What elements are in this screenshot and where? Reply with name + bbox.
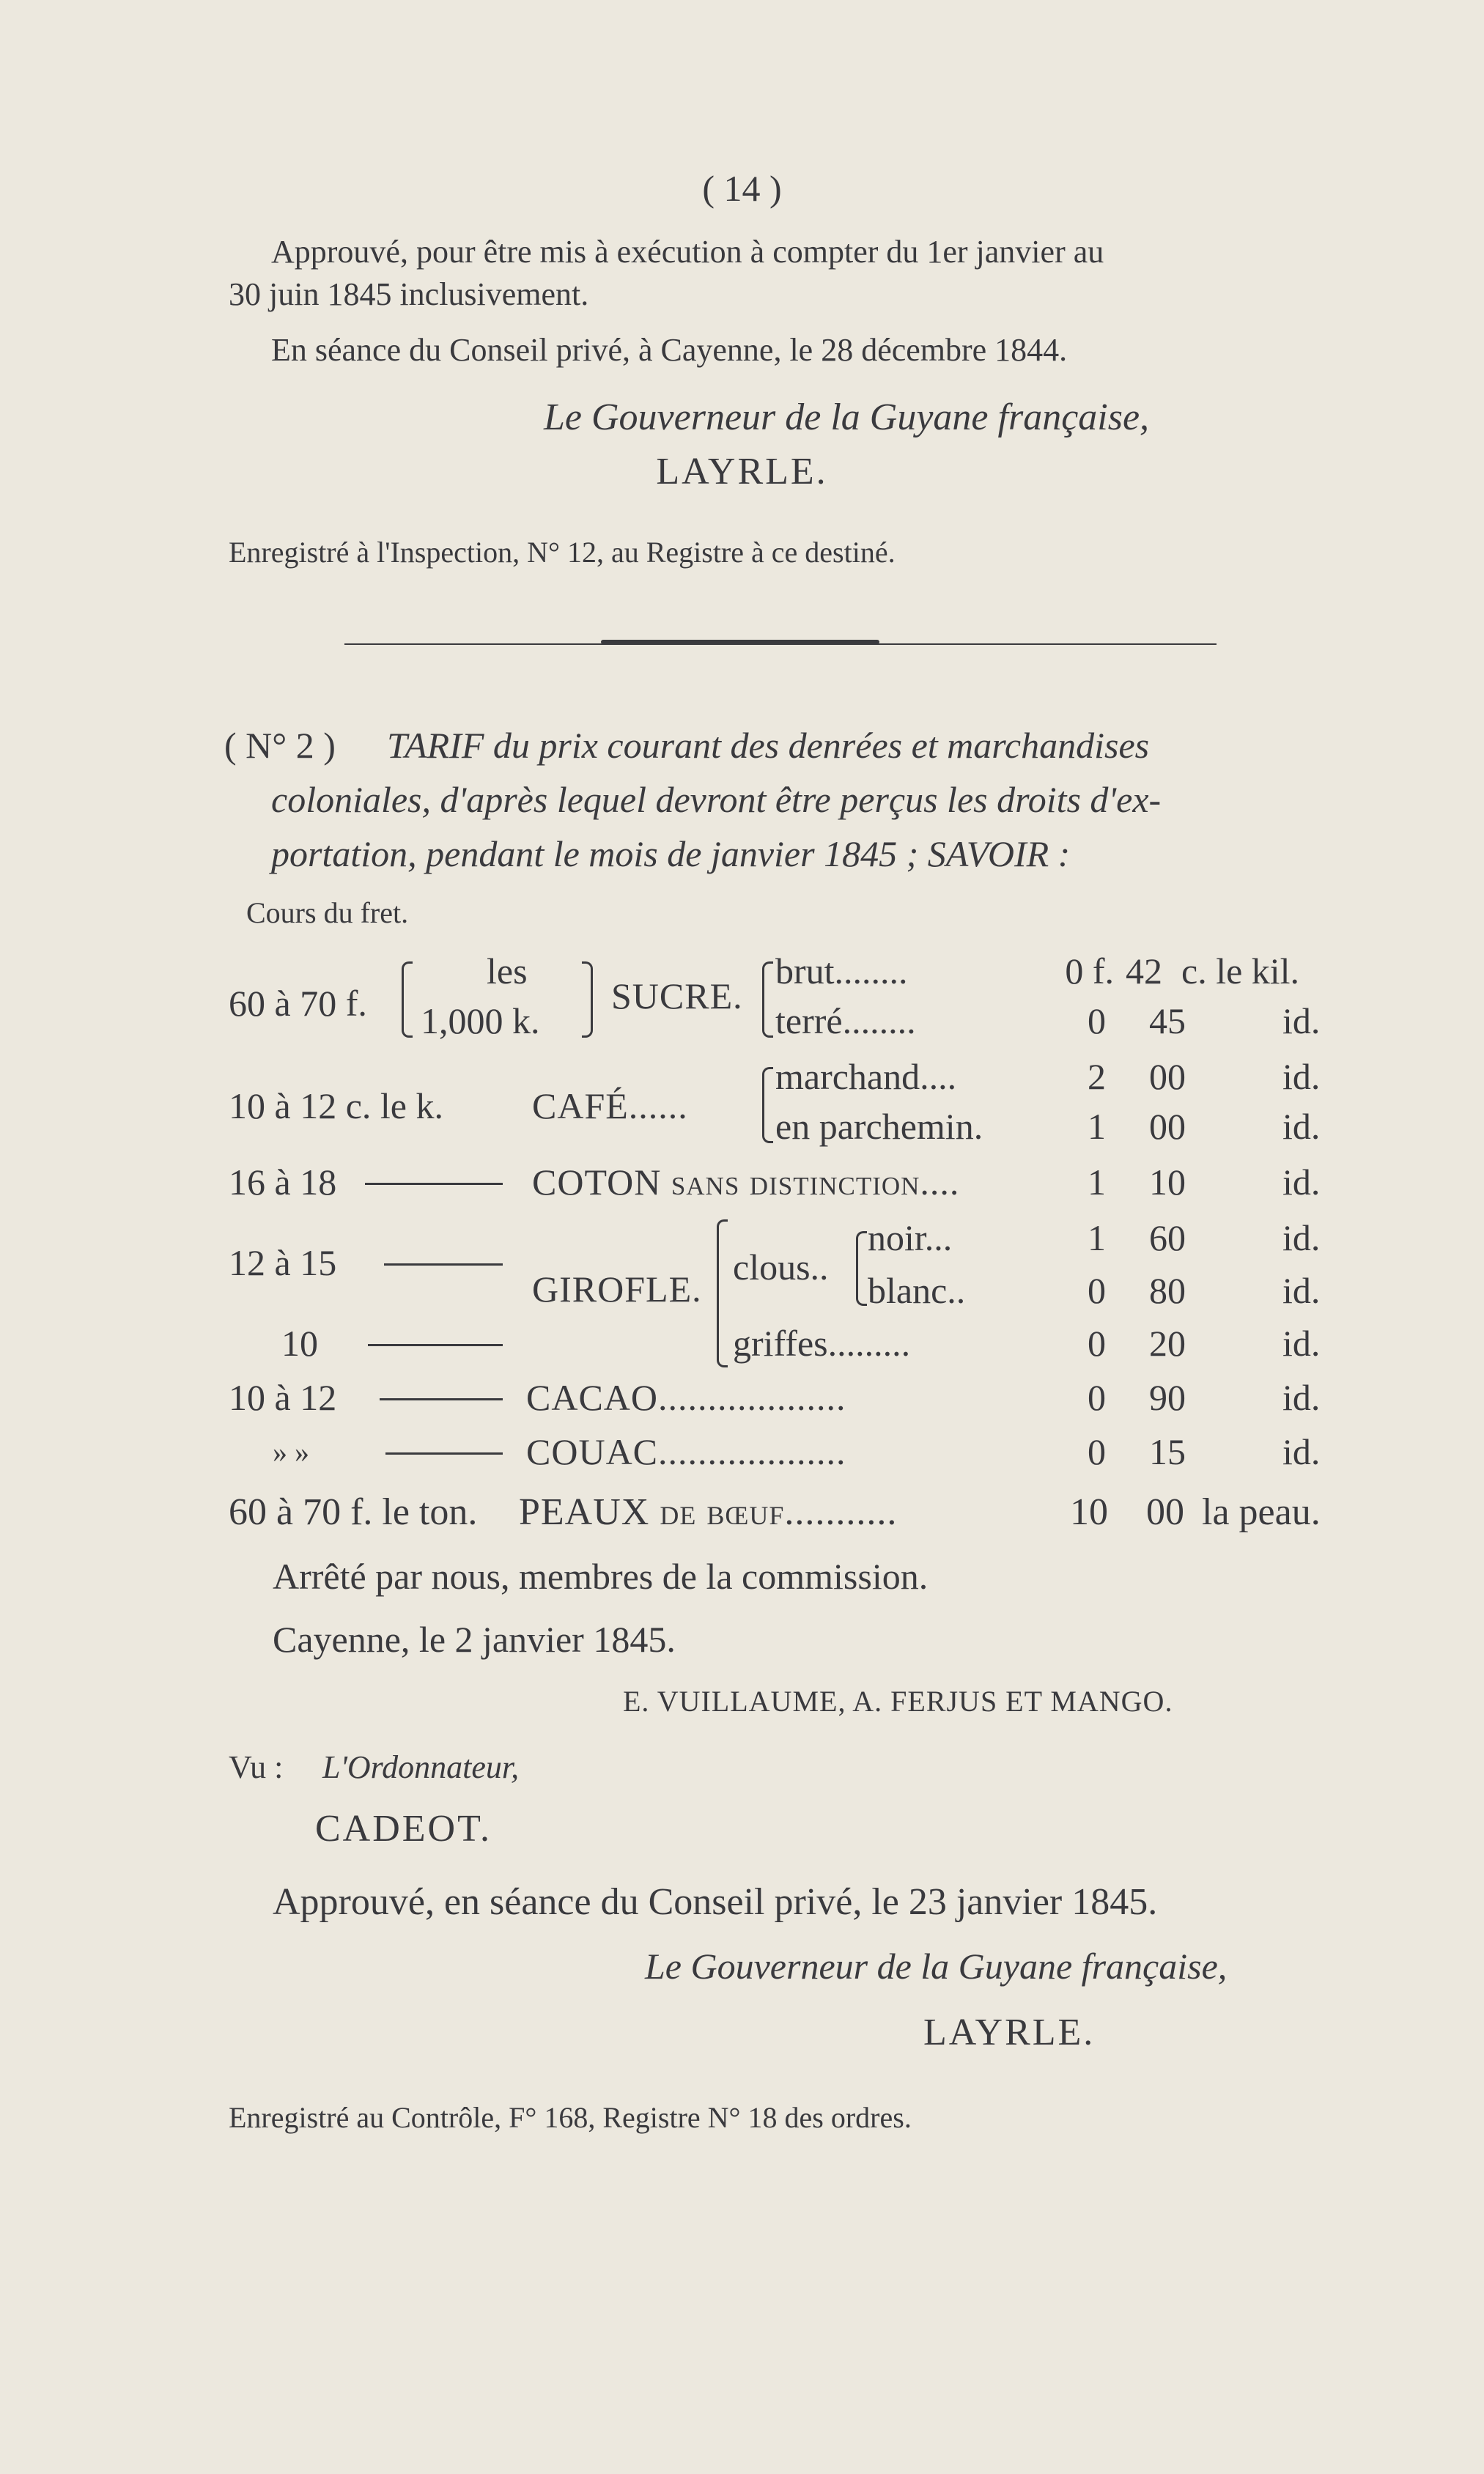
closing-line-2: Cayenne, le 2 janvier 1845. — [273, 1619, 676, 1660]
fret-couac: » » — [273, 1436, 309, 1469]
detail-griffes: griffes......... — [733, 1323, 911, 1364]
product-sucre: SUCRE. — [611, 975, 743, 1016]
price-unit-couac: id. — [1282, 1431, 1321, 1472]
brace-clous — [856, 1231, 867, 1306]
fret-sucre: 60 à 70 f. — [229, 983, 367, 1024]
dash-coton — [365, 1183, 503, 1185]
approval-line-2: 30 juin 1845 inclusivement. — [229, 276, 589, 312]
fret-girofle-griffes: 10 — [281, 1323, 318, 1364]
brace-right-sucre-unit — [582, 961, 593, 1038]
detail-parchemin: en parchemin. — [775, 1106, 983, 1147]
price-fr-marchand: 2 — [1088, 1056, 1106, 1097]
price-c-terre: 45 — [1149, 1000, 1186, 1041]
registration-2: Enregistré au Contrôle, F° 168, Registre N° 18 des ordres. — [229, 2101, 912, 2134]
fret-coton: 16 à 18 — [229, 1162, 337, 1203]
price-fr-brut: 0 f. — [1065, 950, 1114, 992]
price-c-parchemin: 00 — [1149, 1106, 1186, 1147]
price-unit-terre: id. — [1282, 1000, 1321, 1041]
detail-marchand: marchand.... — [775, 1056, 957, 1097]
product-couac: COUAC................... — [526, 1431, 846, 1472]
price-fr-blanc: 0 — [1088, 1270, 1106, 1311]
sub-clous: clous.. — [733, 1247, 829, 1288]
price-fr-peaux: 10 — [1070, 1491, 1108, 1533]
decree-number: ( N° 2 ) — [224, 725, 336, 766]
price-c-griffes: 20 — [1149, 1323, 1186, 1364]
product-peaux: PEAUX de bœuf........... — [519, 1491, 898, 1533]
fret-girofle-clous: 12 à 15 — [229, 1242, 337, 1283]
dash-cacao — [380, 1398, 503, 1400]
fret-cafe: 10 à 12 c. le k. — [229, 1085, 443, 1126]
price-c-marchand: 00 — [1149, 1056, 1186, 1097]
price-c-couac: 15 — [1149, 1431, 1186, 1472]
price-c-brut: 42 — [1126, 950, 1162, 992]
detail-brut: brut........ — [775, 950, 908, 992]
product-cacao: CACAO................... — [526, 1377, 846, 1418]
brace-sucre-detail — [762, 961, 773, 1038]
price-c-cacao: 90 — [1149, 1377, 1186, 1418]
price-fr-griffes: 0 — [1088, 1323, 1106, 1364]
approval-line-3: En séance du Conseil privé, à Cayenne, le 28 décembre 1844. — [271, 332, 1068, 368]
detail-blanc: blanc.. — [868, 1270, 966, 1311]
price-fr-couac: 0 — [1088, 1431, 1106, 1472]
price-fr-terre: 0 — [1088, 1000, 1106, 1041]
price-unit-peaux: la peau. — [1202, 1491, 1321, 1533]
price-unit-parchemin: id. — [1282, 1106, 1321, 1147]
price-unit-noir: id. — [1282, 1217, 1321, 1258]
brace-cafe-detail — [762, 1067, 773, 1143]
approval-line-1: Approuvé, pour être mis à exécution à compter du 1er janvier au — [271, 234, 1104, 270]
price-c-coton: 10 — [1149, 1162, 1186, 1203]
price-unit-griffes: id. — [1282, 1323, 1321, 1364]
vu-prefix: Vu : — [229, 1749, 284, 1785]
vu-title: L'Ordonnateur, — [322, 1749, 520, 1785]
price-fr-cacao: 0 — [1088, 1377, 1106, 1418]
price-unit-coton: id. — [1282, 1162, 1321, 1203]
freight-header: Cours du fret. — [246, 896, 409, 929]
dash-girofle-griffes — [368, 1344, 503, 1346]
fret-cacao: 10 à 12 — [229, 1377, 337, 1418]
dash-couac — [385, 1452, 503, 1455]
governor-name-1: LAYRLE. — [656, 451, 828, 492]
price-unit-blanc: id. — [1282, 1270, 1321, 1311]
decree-title-line-1: TARIF du prix courant des denrées et marchandises — [387, 725, 1150, 766]
price-unit-cacao: id. — [1282, 1377, 1321, 1418]
closing-line-1: Arrêté par nous, membres de la commission. — [273, 1556, 929, 1597]
ordonnateur-name: CADEOT. — [315, 1808, 492, 1850]
signatories: E. VUILLAUME, A. FERJUS ET MANGO. — [623, 1685, 1173, 1718]
price-fr-parchemin: 1 — [1088, 1106, 1106, 1147]
approval-2: Approuvé, en séance du Conseil privé, le 23 janvier 1845. — [273, 1881, 1158, 1923]
price-c-noir: 60 — [1149, 1217, 1186, 1258]
price-fr-coton: 1 — [1088, 1162, 1106, 1203]
product-girofle: GIROFLE. — [532, 1269, 702, 1310]
governor-title-1: Le Gouverneur de la Guyane française, — [544, 396, 1150, 438]
detail-noir: noir... — [868, 1217, 953, 1258]
price-unit-brut: c. le kil. — [1181, 950, 1300, 992]
fret-peaux: 60 à 70 f. le ton. — [229, 1491, 478, 1533]
price-c-peaux: 00 — [1146, 1491, 1184, 1533]
price-unit-marchand: id. — [1282, 1056, 1321, 1097]
product-coton: COTON sans distinction.... — [532, 1162, 960, 1203]
decree-title-line-3: portation, pendant le mois de janvier 1845 ; SAVOIR : — [271, 833, 1071, 874]
page-number: ( 14 ) — [702, 168, 782, 209]
unit-les: les — [487, 950, 528, 992]
brace-girofle — [717, 1219, 728, 1367]
dash-girofle-clous — [384, 1263, 503, 1266]
separator-rule-thick — [601, 640, 879, 644]
detail-terre: terré........ — [775, 1000, 916, 1041]
price-c-blanc: 80 — [1149, 1270, 1186, 1311]
governor-name-2: LAYRLE. — [923, 2012, 1096, 2053]
unit-1000k: 1,000 k. — [421, 1000, 540, 1041]
decree-title-line-2: coloniales, d'après lequel devront être perçus les droits d'ex- — [271, 779, 1162, 820]
product-cafe: CAFÉ...... — [532, 1085, 688, 1126]
brace-left-sucre-unit — [402, 961, 413, 1038]
registration-1: Enregistré à l'Inspection, N° 12, au Registre à ce destiné. — [229, 536, 896, 569]
governor-title-2: Le Gouverneur de la Guyane française, — [645, 1946, 1228, 1987]
price-fr-noir: 1 — [1088, 1217, 1106, 1258]
